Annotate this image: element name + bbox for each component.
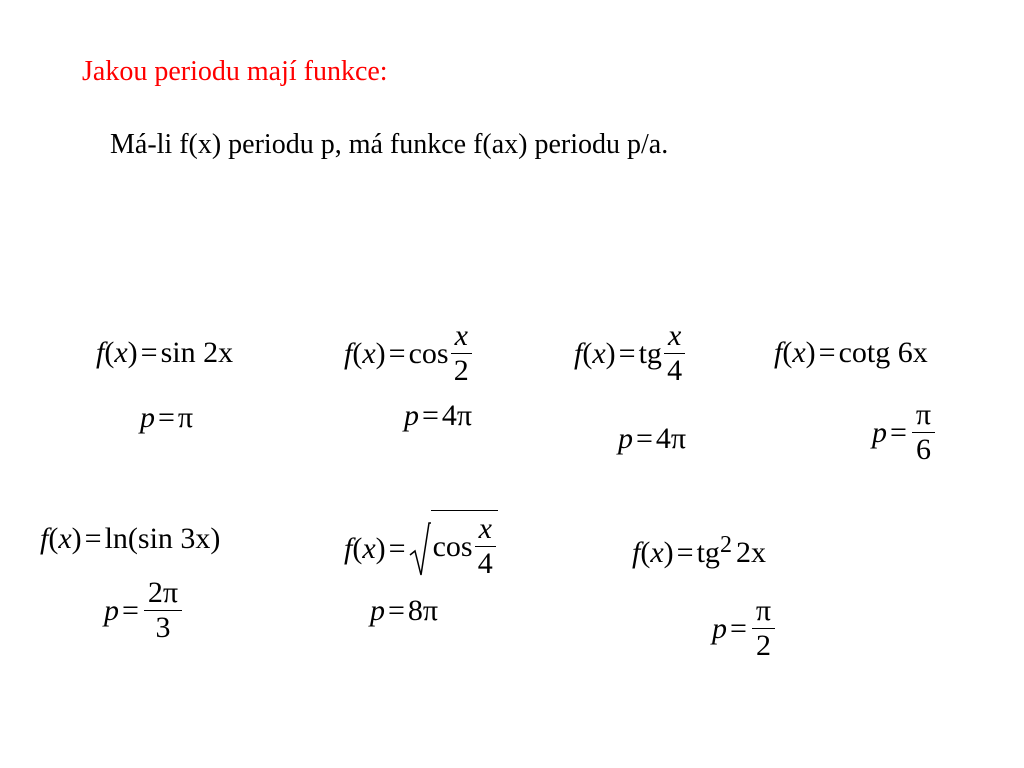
period-rule-text: Má-li f(x) periodu p, má funkce f(ax) periodu p/a. [110,129,669,160]
period-cos-x-over-2: p = 4π [404,399,473,432]
period-value: π [177,401,194,434]
radicand: cos $\frac{x}{4}$ [431,510,498,579]
period-value: 4π [655,422,687,455]
formula-sqrt-cos-x-over-4: f ( x ) = cos $\frac{x}{4}$ [344,518,498,579]
fraction: $\frac{x}{4}$ [475,514,496,579]
formula-sin2x: f ( x ) = sin 2x [96,336,234,369]
exponent: 2 [719,532,732,558]
formula-cotg6x: f ( x ) = cotg 6x [774,336,928,369]
function-name: cos [408,336,449,370]
fraction: $\frac{x}{2}$ [451,321,472,386]
period-fraction: $\frac{\pi}{2}$ [752,596,775,661]
period-sin2x: p = π [140,401,194,434]
formula-tg-squared-2x: f ( x ) = tg 2 2x [632,532,766,569]
period-ln-sin3x: p = $\frac{2\pi}{3}$ [104,578,182,643]
function-name: tg [696,536,720,569]
fraction: $\frac{x}{4}$ [664,321,685,386]
formula-tg-x-over-4: f ( x ) = tg $\frac{x}{4}$ [574,321,685,386]
variable: x [114,336,128,369]
formula-cos-x-over-2: f ( x ) = cos $\frac{x}{2}$ [344,321,472,386]
radical-sign-icon [409,521,431,577]
period-tg-squared-2x: p = $\frac{\pi}{2}$ [712,596,775,661]
period-fraction: $\frac{\pi}{6}$ [912,400,935,465]
period-fraction: $\frac{2\pi}{3}$ [144,578,182,643]
period-sqrt-cos: p = 8π [370,594,439,627]
formula-rhs: ln(sin 3x) [104,522,221,555]
square-root [409,512,498,580]
function-symbol: f [96,336,105,369]
formula-rhs: cotg 6x [838,336,928,369]
formula-ln-sin3x: f ( x ) = ln(sin 3x) [40,522,221,555]
formula-rhs: sin 2x [160,336,234,369]
period-tg-x-over-4: p = 4π [618,422,687,455]
period-value: 8π [407,594,439,627]
argument: 2x [735,536,766,569]
function-name: tg [638,336,662,370]
period-value: 4π [441,399,473,432]
slide-title: Jakou periodu mají funkce: [82,56,388,87]
period-cotg6x: p = $\frac{\pi}{6}$ [872,400,935,465]
